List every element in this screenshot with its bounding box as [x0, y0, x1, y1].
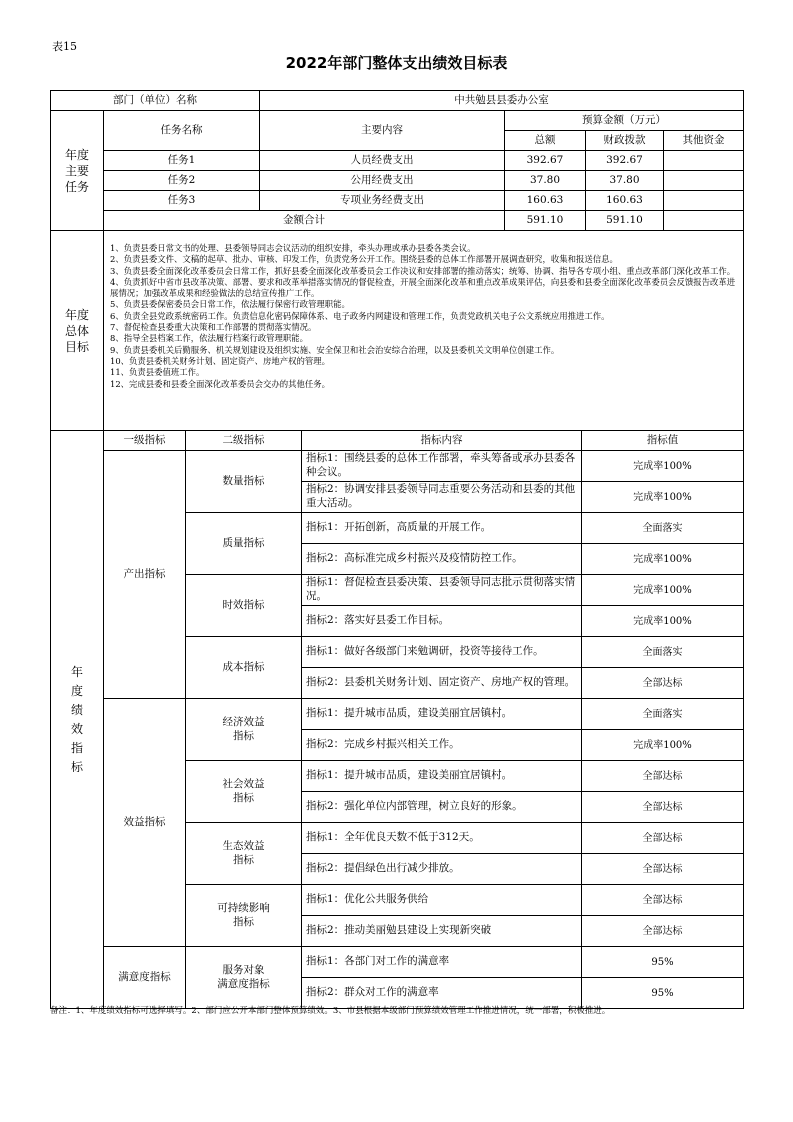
sum-total: 591.10: [505, 211, 586, 231]
page-title: 2022年部门整体支出绩效目标表: [285, 54, 508, 72]
indicator-content: 指标1：全年优良天数不低于312天。: [302, 823, 582, 854]
indicator-value: 全部达标: [582, 761, 744, 792]
indicator-content: 指标1：开拓创新，高质量的开展工作。: [302, 513, 582, 544]
task-fiscal: 392.67: [586, 151, 664, 171]
timeliness-indicator-label: 时效指标: [186, 575, 302, 637]
table-row: [51, 451, 744, 482]
indicator-content: 指标1：督促检查县委决策、县委领导同志批示贯彻落实情况。: [302, 575, 582, 606]
indicator-value: 全部达标: [582, 916, 744, 947]
goal-line: 12、完成县委和县委全面深化改革委员会交办的其他任务。: [110, 378, 331, 389]
goal-line: 6、负责全县党政系统密码工作。负责信息化密码保障体系、电子政务内网建设和管理工作，负责党政机关电子公文系统应用推进工作。: [110, 310, 610, 321]
budget-total-header: 总额: [505, 131, 586, 151]
goal-line: 5、负责县委保密委员会日常工作，依法履行保密行政管理职能。: [110, 299, 350, 310]
task-other: [664, 171, 744, 191]
indicator-content: 指标1：各部门对工作的满意率: [302, 947, 582, 978]
indicator-content: 指标2：县委机关财务计划、固定资产、房地产权的管理。: [302, 668, 582, 699]
task-content-header: 主要内容: [260, 111, 505, 151]
goal-line: 1、负责县委日常文书的处理、县委领导同志会议活动的组织安排，牵头办理或承办县委各类会议。: [110, 243, 476, 253]
economic-indicator-label: 经济效益 指标: [186, 699, 302, 761]
indicator-content: 指标2：群众对工作的满意率: [302, 978, 582, 1009]
task-fiscal: 37.80: [586, 171, 664, 191]
indicator-value: 全部达标: [582, 854, 744, 885]
indicator-content: 指标2：推动美丽勉县建设上实现新突破: [302, 916, 582, 947]
goal-line: 2、负责县委文件、文稿的起草、批办、审核、印发工作，负责党务公开工作。围绕县委的总体工作部署开展调查研究，收集和报送信息。: [110, 254, 618, 265]
table-row: [51, 151, 744, 171]
indicator-value: 完成率100%: [582, 730, 744, 761]
benefit-indicator-label: 效益指标: [104, 699, 186, 947]
budget-other-header: 其他资金: [664, 131, 744, 151]
budget-header: 预算金额（万元）: [505, 111, 744, 131]
indicator-value: 完成率100%: [582, 575, 744, 606]
goal-line: 9、负责县委机关后勤服务、机关规划建设及组织实施、安全保卫和社会治安综合治理，以及县委机关文明单位创建工作。: [110, 344, 560, 355]
sum-other: [664, 211, 744, 231]
level1-header: 一级指标: [104, 431, 186, 451]
indicator-value: 全面落实: [582, 637, 744, 668]
task-content: 公用经费支出: [260, 171, 505, 191]
sum-fiscal: 591.10: [586, 211, 664, 231]
indicator-value: 完成率100%: [582, 482, 744, 513]
indicator-value: 全面落实: [582, 699, 744, 730]
perf-side-label: 年度绩效指标: [51, 431, 104, 1009]
footnote: 备注：1、年度绩效指标可选择填写。2、部门应公开本部门整体预算绩效。3、市县根据本级部门预算绩效管理工作推进情况，统一部署，积极推进。: [50, 1006, 611, 1016]
dept-label: 部门（单位）名称: [51, 91, 260, 111]
level2-header: 二级指标: [186, 431, 302, 451]
overall-goals: [104, 231, 744, 431]
indicator-content: 指标2：提倡绿色出行减少排放。: [302, 854, 582, 885]
performance-table: [50, 430, 744, 1009]
dept-name: 中共勉县县委办公室: [260, 91, 744, 111]
task-total: 37.80: [505, 171, 586, 191]
indicator-value: 全部达标: [582, 792, 744, 823]
task-other: [664, 191, 744, 211]
sustainable-indicator-label: 可持续影响 指标: [186, 885, 302, 947]
table-row: [51, 699, 744, 730]
goal-line: 10、负责县委机关财务计划、固定资产、房地产权的管理。: [110, 355, 331, 366]
quality-indicator-label: 质量指标: [186, 513, 302, 575]
task-name: 任务1: [104, 151, 260, 171]
goal-line: 7、督促检查县委重大决策和工作部署的贯彻落实情况。: [110, 322, 317, 333]
indicator-content: 指标2：落实好县委工作目标。: [302, 606, 582, 637]
task-content: 专项业务经费支出: [260, 191, 505, 211]
indicator-value: 完成率100%: [582, 451, 744, 482]
indicator-value: 全部达标: [582, 668, 744, 699]
indicator-value: 完成率100%: [582, 544, 744, 575]
task-name: 任务3: [104, 191, 260, 211]
ecological-indicator-label: 生态效益 指标: [186, 823, 302, 885]
table-row: [51, 191, 744, 211]
goal-line: 8、指导全县档案工作，依法履行档案行政管理职能。: [110, 333, 308, 344]
goal-line: 3、负责县委全面深化改革委员会日常工作，抓好县委全面深化改革委员会工作决议和安排部署的推动落实；统筹、协调、指导各专项小组、重点改革部门深化改革工作。: [110, 265, 736, 276]
indicator-content: 指标2：高标准完成乡村振兴及疫情防控工作。: [302, 544, 582, 575]
task-fiscal: 160.63: [586, 191, 664, 211]
goals-side-label: 年度总体目标: [51, 231, 104, 431]
budget-table: [50, 90, 744, 431]
indicator-value-header: 指标值: [582, 431, 744, 451]
indicator-content: 指标1：优化公共服务供给: [302, 885, 582, 916]
social-indicator-label: 社会效益 指标: [186, 761, 302, 823]
table-row: [51, 171, 744, 191]
sum-row: [51, 211, 744, 231]
table-number: 表15: [52, 40, 77, 53]
task-other: [664, 151, 744, 171]
quantity-indicator-label: 数量指标: [186, 451, 302, 513]
indicator-value: 全部达标: [582, 885, 744, 916]
indicator-value: 全部达标: [582, 823, 744, 854]
output-indicator-label: 产出指标: [104, 451, 186, 699]
indicator-value: 95%: [582, 947, 744, 978]
cost-indicator-label: 成本指标: [186, 637, 302, 699]
goal-line: 11、负责县委值班工作。: [110, 367, 205, 378]
indicator-content: 指标1：做好各级部门来勉调研，投资等接待工作。: [302, 637, 582, 668]
indicator-content: 指标2：完成乡村振兴相关工作。: [302, 730, 582, 761]
indicator-content: 指标1：提升城市品质，建设美丽宜居镇村。: [302, 761, 582, 792]
indicator-content-header: 指标内容: [302, 431, 582, 451]
service-satisfaction-label: 服务对象 满意度指标: [186, 947, 302, 1009]
indicator-content: 指标2：强化单位内部管理，树立良好的形象。: [302, 792, 582, 823]
task-name-header: 任务名称: [104, 111, 260, 151]
indicator-content: 指标1：提升城市品质，建设美丽宜居镇村。: [302, 699, 582, 730]
indicator-value: 全面落实: [582, 513, 744, 544]
indicator-content: 指标1：围绕县委的总体工作部署，牵头筹备或承办县委各种会议。: [302, 451, 582, 482]
indicator-value: 完成率100%: [582, 606, 744, 637]
indicator-content: 指标2：协调安排县委领导同志重要公务活动和县委的其他重大活动。: [302, 482, 582, 513]
budget-fiscal-header: 财政拨款: [586, 131, 664, 151]
task-total: 392.67: [505, 151, 586, 171]
table-row: [51, 947, 744, 978]
tasks-side-label: 年度主要任务: [51, 111, 104, 231]
task-content: 人员经费支出: [260, 151, 505, 171]
satisfaction-indicator-label: 满意度指标: [104, 947, 186, 1009]
goal-line: 4、负责抓好中省市县改革决策、部署、要求和改革举措落实情况的督促检查，开展全面深化改革和重点改革成果评估，向县委和县委全面深化改革委员会反馈报告改革进展情况；加强改革成果和经验做法的总结宣传推广工作。: [110, 276, 736, 299]
indicator-value: 95%: [582, 978, 744, 1009]
sum-label: 金额合计: [104, 211, 505, 231]
task-total: 160.63: [505, 191, 586, 211]
task-name: 任务2: [104, 171, 260, 191]
